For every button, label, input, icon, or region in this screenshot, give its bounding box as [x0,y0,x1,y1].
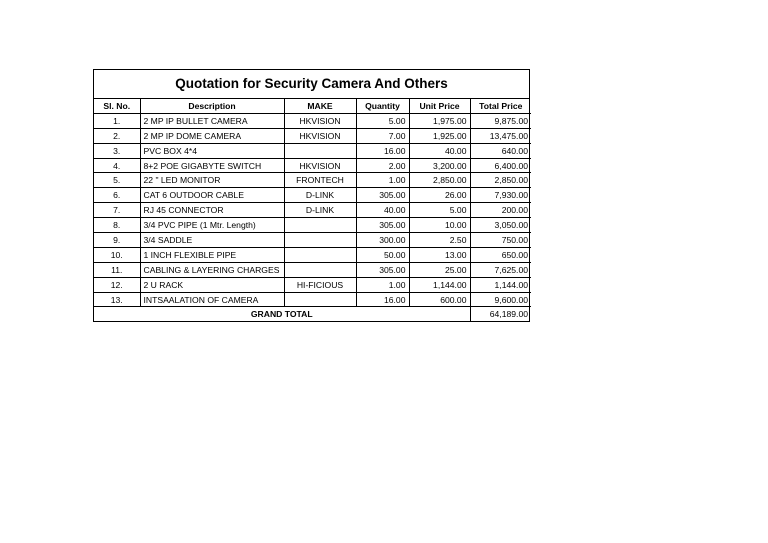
cell-make: D-LINK [284,188,356,203]
cell-total-price: 9,600.00 [470,292,531,307]
cell-description: CABLING & LAYERING CHARGES [140,262,284,277]
cell-sl-no: 10. [94,247,140,262]
cell-make [284,247,356,262]
cell-unit-price: 5.00 [409,203,470,218]
grand-total-row [94,307,531,321]
header-sl-no: Sl. No. [94,99,140,113]
quotation-title: Quotation for Security Camera And Others [94,70,529,99]
cell-make: HKVISION [284,158,356,173]
cell-quantity: 305.00 [356,188,409,203]
cell-total-price: 2,850.00 [470,173,531,188]
cell-make [284,143,356,158]
cell-quantity: 300.00 [356,233,409,248]
table-row [94,158,531,173]
cell-quantity: 1.00 [356,173,409,188]
quotation-table [94,99,531,321]
cell-unit-price: 10.00 [409,218,470,233]
cell-total-price: 6,400.00 [470,158,531,173]
cell-sl-no: 11. [94,262,140,277]
header-description: Description [140,99,284,113]
header-make: MAKE [284,99,356,113]
header-row [94,99,531,113]
cell-unit-price: 40.00 [409,143,470,158]
cell-sl-no: 8. [94,218,140,233]
cell-make: FRONTECH [284,173,356,188]
cell-sl-no: 5. [94,173,140,188]
quotation-sheet [93,69,530,322]
cell-quantity: 305.00 [356,218,409,233]
cell-unit-price: 13.00 [409,247,470,262]
cell-description: 1 INCH FLEXIBLE PIPE [140,247,284,262]
cell-make: HI-FICIOUS [284,277,356,292]
table-row [94,233,531,248]
cell-description: 22 " LED MONITOR [140,173,284,188]
cell-make [284,262,356,277]
cell-quantity: 2.00 [356,158,409,173]
cell-total-price: 650.00 [470,247,531,262]
cell-total-price: 9,875.00 [470,113,531,128]
cell-make: HKVISION [284,128,356,143]
cell-description: 8+2 POE GIGABYTE SWITCH [140,158,284,173]
cell-total-price: 640.00 [470,143,531,158]
cell-quantity: 16.00 [356,292,409,307]
table-row [94,247,531,262]
cell-total-price: 200.00 [470,203,531,218]
table-row [94,143,531,158]
cell-unit-price: 25.00 [409,262,470,277]
cell-sl-no: 6. [94,188,140,203]
cell-unit-price: 1,975.00 [409,113,470,128]
cell-unit-price: 2,850.00 [409,173,470,188]
cell-description: RJ 45 CONNECTOR [140,203,284,218]
grand-total-value: 64,189.00 [470,307,531,321]
cell-quantity: 40.00 [356,203,409,218]
table-row [94,173,531,188]
cell-quantity: 50.00 [356,247,409,262]
cell-sl-no: 3. [94,143,140,158]
cell-description: 2 MP IP BULLET CAMERA [140,113,284,128]
cell-description: PVC BOX 4*4 [140,143,284,158]
table-row [94,262,531,277]
cell-make [284,292,356,307]
cell-sl-no: 2. [94,128,140,143]
cell-unit-price: 3,200.00 [409,158,470,173]
cell-make: HKVISION [284,113,356,128]
header-unit-price: Unit Price [409,99,470,113]
cell-description: INTSAALATION OF CAMERA [140,292,284,307]
grand-total-label: GRAND TOTAL [94,307,470,321]
cell-sl-no: 7. [94,203,140,218]
cell-unit-price: 2.50 [409,233,470,248]
table-row [94,128,531,143]
cell-unit-price: 26.00 [409,188,470,203]
cell-unit-price: 600.00 [409,292,470,307]
cell-sl-no: 4. [94,158,140,173]
table-row [94,277,531,292]
cell-description: 3/4 PVC PIPE (1 Mtr. Length) [140,218,284,233]
cell-quantity: 7.00 [356,128,409,143]
cell-total-price: 3,050.00 [470,218,531,233]
cell-unit-price: 1,144.00 [409,277,470,292]
cell-description: 3/4 SADDLE [140,233,284,248]
cell-quantity: 1.00 [356,277,409,292]
cell-quantity: 5.00 [356,113,409,128]
cell-description: 2 MP IP DOME CAMERA [140,128,284,143]
table-row [94,218,531,233]
cell-sl-no: 1. [94,113,140,128]
cell-unit-price: 1,925.00 [409,128,470,143]
cell-total-price: 7,625.00 [470,262,531,277]
table-row [94,113,531,128]
cell-sl-no: 13. [94,292,140,307]
table-row [94,188,531,203]
cell-description: 2 U RACK [140,277,284,292]
table-row [94,203,531,218]
header-quantity: Quantity [356,99,409,113]
table-row [94,292,531,307]
cell-total-price: 7,930.00 [470,188,531,203]
cell-total-price: 1,144.00 [470,277,531,292]
cell-quantity: 16.00 [356,143,409,158]
cell-make [284,233,356,248]
cell-quantity: 305.00 [356,262,409,277]
cell-make: D-LINK [284,203,356,218]
cell-total-price: 750.00 [470,233,531,248]
header-total-price: Total Price [470,99,531,113]
cell-sl-no: 9. [94,233,140,248]
cell-total-price: 13,475.00 [470,128,531,143]
cell-sl-no: 12. [94,277,140,292]
cell-make [284,218,356,233]
cell-description: CAT 6 OUTDOOR CABLE [140,188,284,203]
